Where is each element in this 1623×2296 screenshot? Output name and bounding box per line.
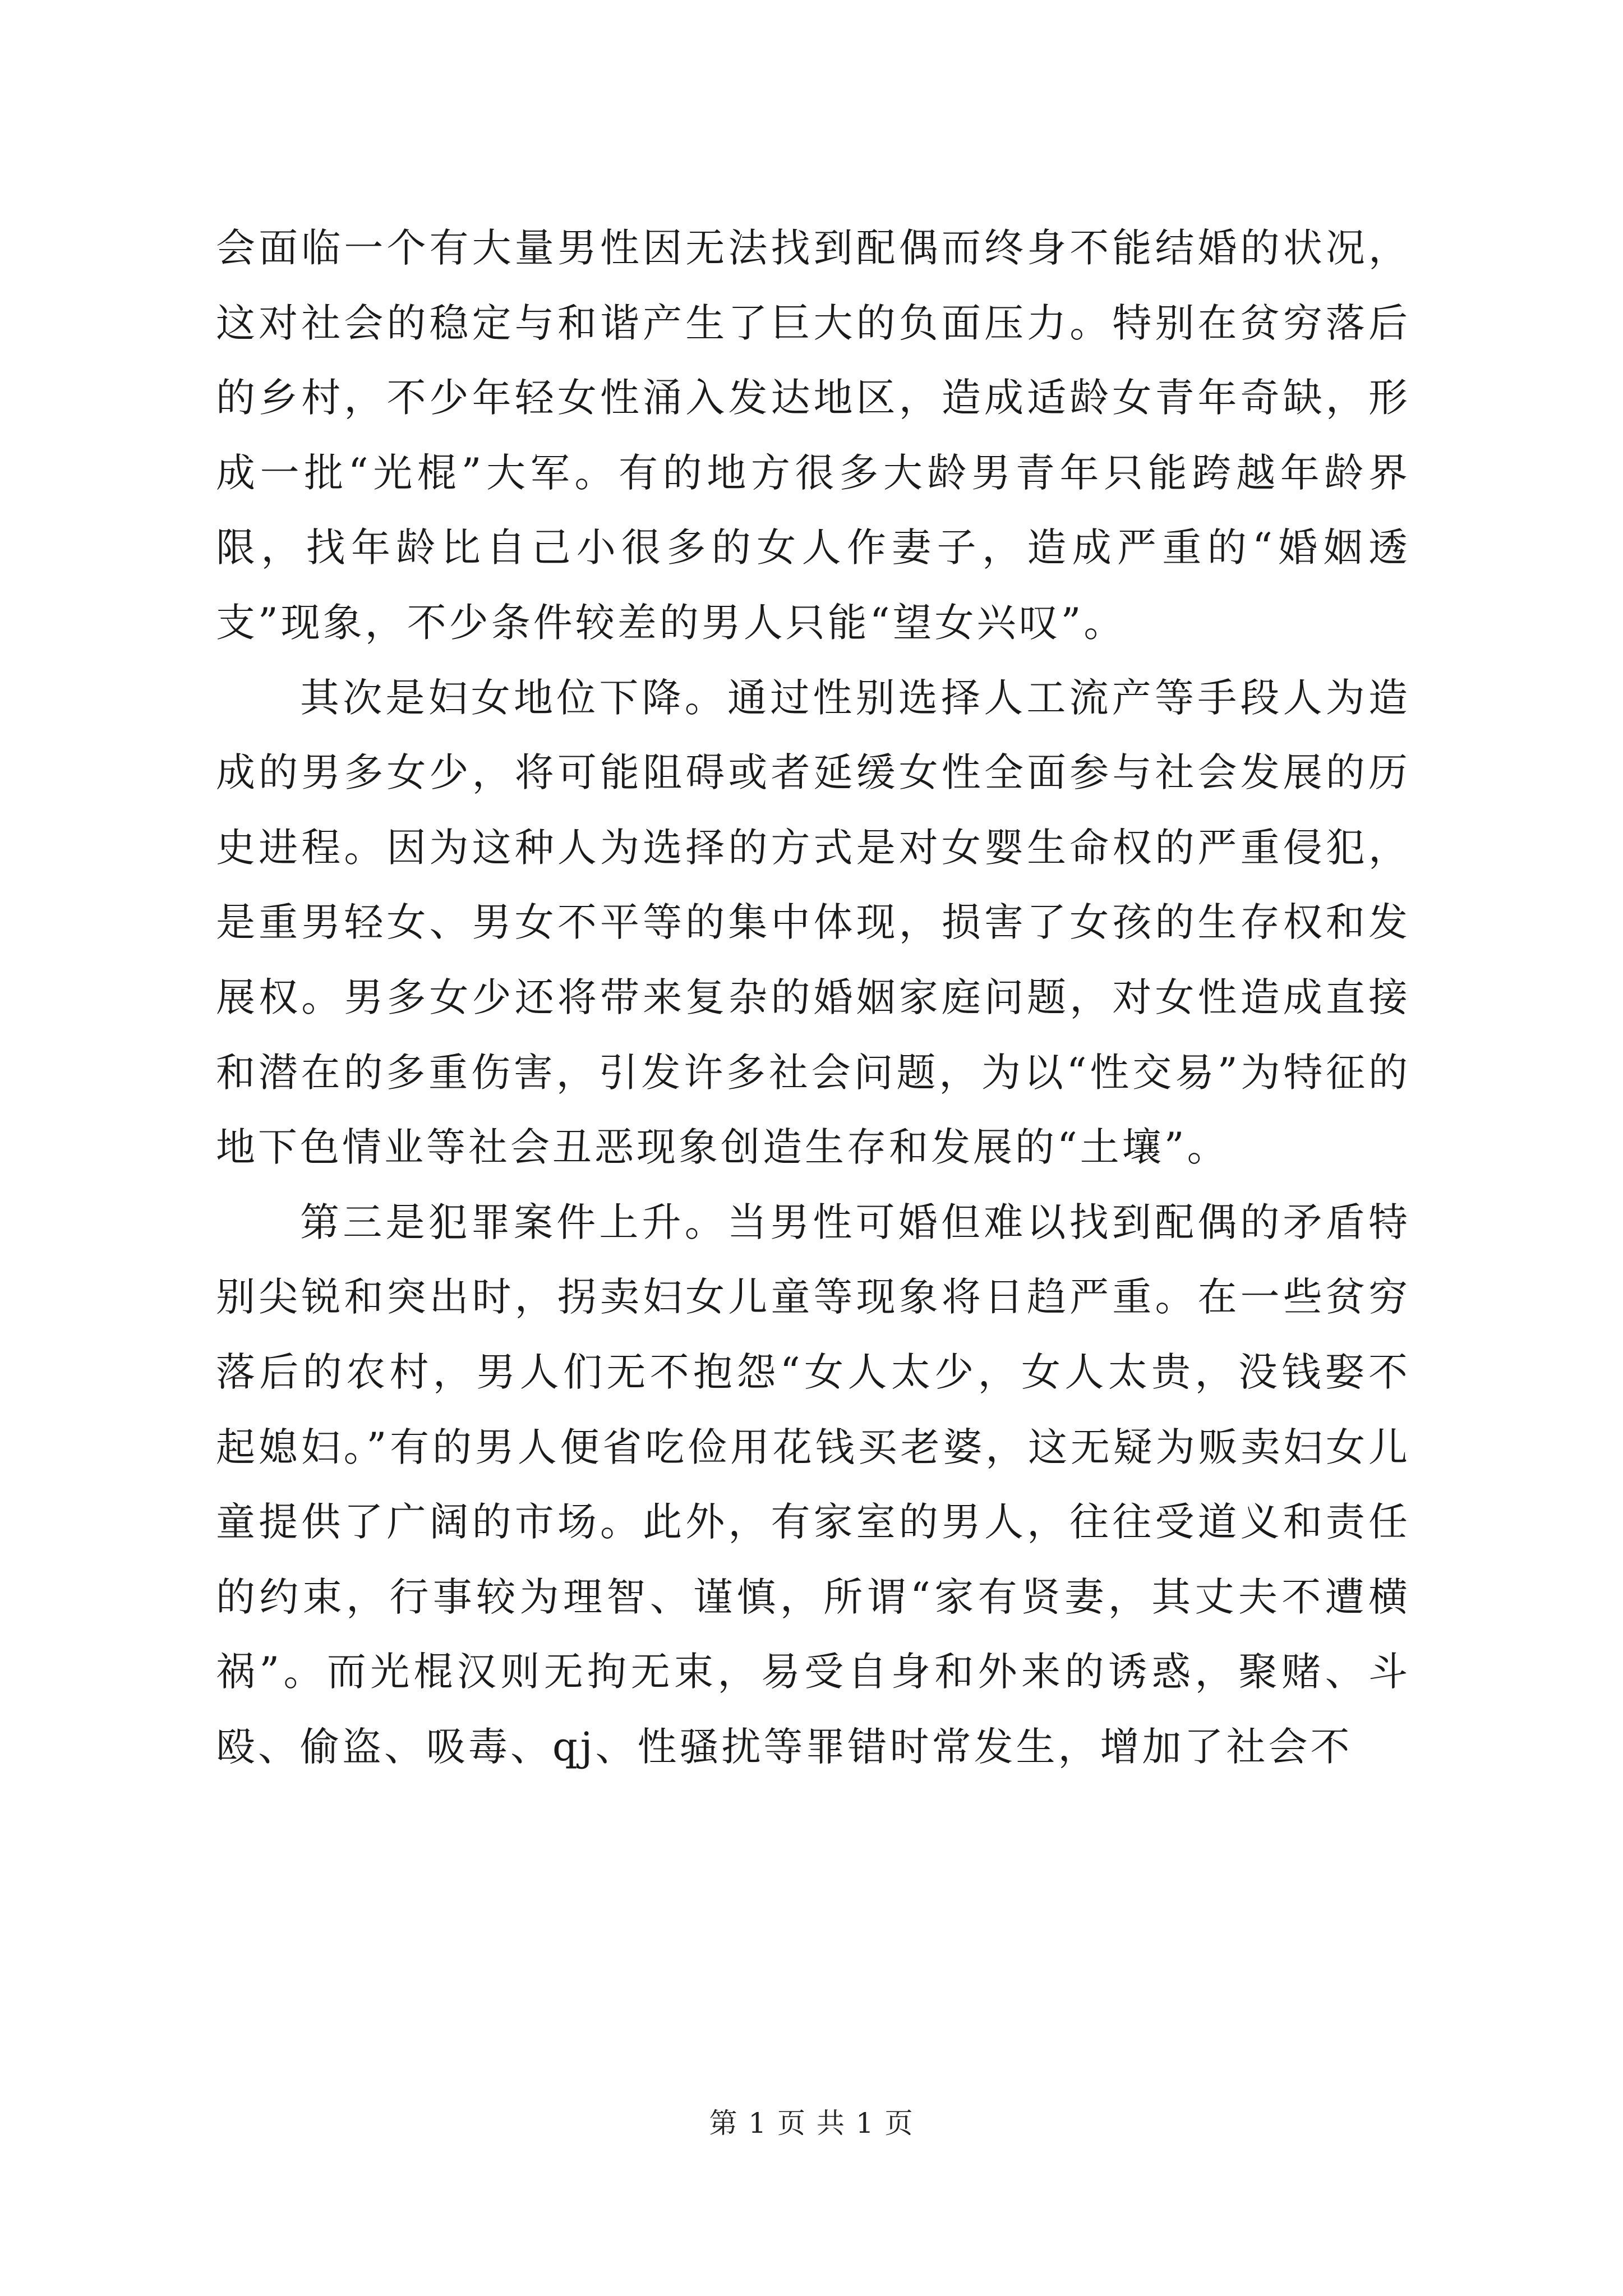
paragraph-1: 会面临一个有大量男性因无法找到配偶而终身不能结婚的状况，这对社会的稳定与和谐产生了巨大的负面压力。特别在贫穷落后的乡村，不少年轻女性涌入发达地区，造成适龄女青年奇缺，形成一批“光棍”大军。有的地方很多大龄男青年只能跨越年龄界限，找年龄比自己小很多的女人作妻子，造成严重的“婚姻透支”现象，不少条件较差的男人只能“望女兴叹”。 (216, 225, 1410, 646)
page-number-footer: 第 1 页 共 1 页 (709, 2107, 914, 2139)
paragraph-3: 第三是犯罪案件上升。当男性可婚但难以找到配偶的矛盾特别尖锐和突出时，拐卖妇女儿童等现象将日趋严重。在一些贫穷落后的农村，男人们无不抱怨“女人太少，女人太贵，没钱娶不起媳妇。”有的男人便省吃俭用花钱买老婆，这无疑为贩卖妇女儿童提供了广阔的市场。此外，有家室的男人，往往受道义和责任的约束，行事较为理智、谨慎，所谓“家有贤妻，其丈夫不遭横祸”。而光棍汉则无拘无束，易受自身和外来的诱惑，聚赌、斗殴、偷盗、吸毒、qj、性骚扰等罪错时常发生，增加了社会不 (216, 1199, 1410, 1770)
document-body (216, 211, 1410, 1784)
paragraph-2: 其次是妇女地位下降。通过性别选择人工流产等手段人为造成的男多女少，将可能阻碍或者延缓女性全面参与社会发展的历史进程。因为这种人为选择的方式是对女婴生命权的严重侵犯，是重男轻女、男女不平等的集中体现，损害了女孩的生存权和发展权。男多女少还将带来复杂的婚姻家庭问题，对女性造成直接和潜在的多重伤害，引发许多社会问题，为以“性交易”为特征的地下色情业等社会丑恶现象创造生存和发展的“土壤”。 (216, 674, 1410, 1171)
